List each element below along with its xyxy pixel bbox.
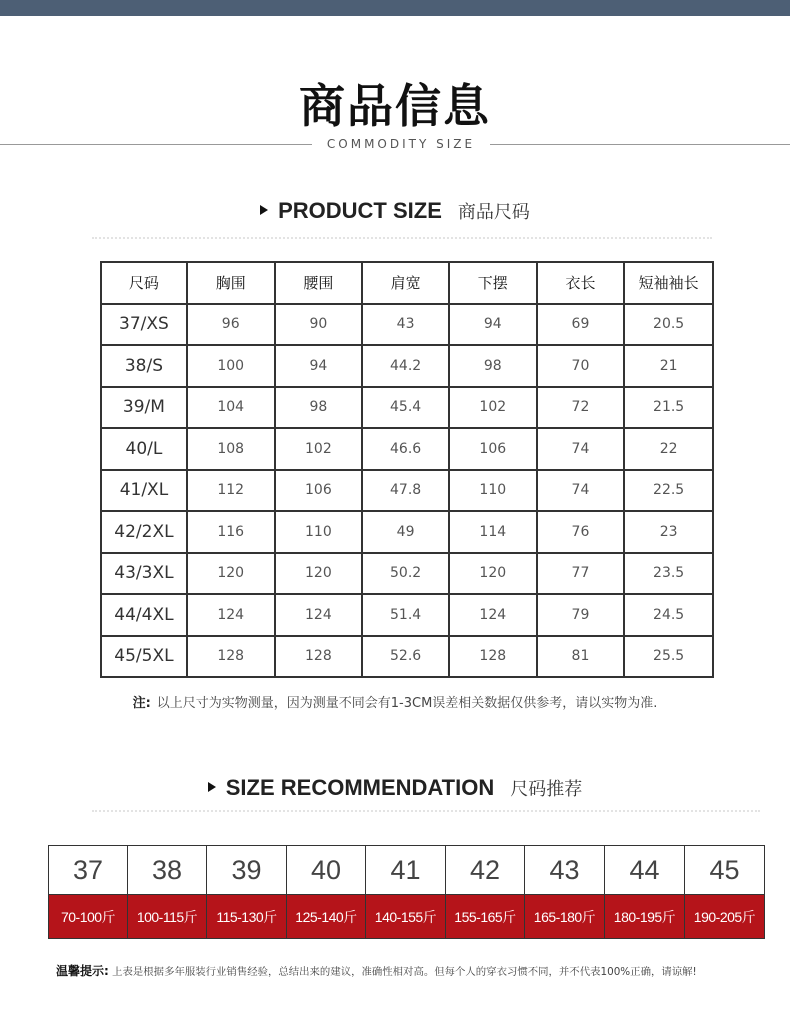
table-row [101,511,713,553]
table-cell: 21 [624,345,713,387]
table-cell: 110 [449,470,537,512]
size-cell: 42 [446,846,525,895]
size-cell: 37 [49,846,128,895]
table-cell: 102 [275,428,363,470]
weight-cell: 125-140斤 [287,895,366,939]
column-header: 短袖袖长 [624,262,713,304]
table-cell: 39/M [101,387,187,429]
table-cell: 124 [449,594,537,636]
triangle-right-icon [208,782,216,792]
dotted-divider [92,810,760,812]
table-row [101,345,713,387]
tip-text: 上表是根据多年服装行业销售经验，总结出来的建议，准确性相对高。但每个人的穿衣习惯不同，并不代表100%正确，请谅解! [112,966,697,978]
size-cell: 40 [287,846,366,895]
weight-cell: 180-195斤 [605,895,685,939]
subtitle-rule-left [0,144,312,145]
table-cell: 45.4 [362,387,449,429]
table-cell: 23 [624,511,713,553]
table-cell: 94 [449,304,537,346]
column-header: 腰围 [275,262,363,304]
table-cell: 47.8 [362,470,449,512]
column-header: 衣长 [537,262,625,304]
size-cell: 44 [605,846,685,895]
table-cell: 128 [187,636,275,678]
table-cell: 102 [449,387,537,429]
size-recommendation-heading [0,774,790,804]
table-cell: 90 [275,304,363,346]
table-cell: 45/5XL [101,636,187,678]
column-header: 尺码 [101,262,187,304]
weight-cell: 115-130斤 [207,895,287,939]
measurement-note [0,695,790,713]
top-bar [0,0,790,16]
table-cell: 69 [537,304,625,346]
product-size-heading-en: PRODUCT SIZE [278,198,442,223]
table-row [101,594,713,636]
table-cell: 41/XL [101,470,187,512]
table-cell: 104 [187,387,275,429]
table-cell: 22.5 [624,470,713,512]
size-recommendation-table [48,845,765,939]
size-recommendation-heading-cn: 尺码推荐 [510,779,583,800]
friendly-tip [56,963,776,980]
table-row [101,636,713,678]
table-cell: 98 [275,387,363,429]
table-cell: 50.2 [362,553,449,595]
product-size-heading [0,197,790,227]
table-cell: 43 [362,304,449,346]
table-cell: 96 [187,304,275,346]
table-cell: 76 [537,511,625,553]
table-cell: 72 [537,387,625,429]
product-size-heading-cn: 商品尺码 [457,202,530,223]
table-cell: 42/2XL [101,511,187,553]
table-cell: 40/L [101,428,187,470]
table-cell: 108 [187,428,275,470]
table-cell: 38/S [101,345,187,387]
table-cell: 44.2 [362,345,449,387]
table-cell: 70 [537,345,625,387]
note-label: 注: [132,696,151,711]
table-cell: 37/XS [101,304,187,346]
table-cell: 81 [537,636,625,678]
product-size-table [100,261,714,678]
table-cell: 49 [362,511,449,553]
table-cell: 110 [275,511,363,553]
size-cell: 38 [128,846,207,895]
table-cell: 79 [537,594,625,636]
page-subtitle: COMMODITY SIZE [326,137,476,151]
table-cell: 106 [449,428,537,470]
table-row [101,428,713,470]
table-cell: 52.6 [362,636,449,678]
recommendation-weight-row [49,895,765,939]
table-cell: 46.6 [362,428,449,470]
table-cell: 74 [537,470,625,512]
table-cell: 43/3XL [101,553,187,595]
table-cell: 120 [187,553,275,595]
page-title: 商品信息 [299,79,491,133]
table-row [101,470,713,512]
weight-cell: 190-205斤 [685,895,765,939]
table-cell: 44/4XL [101,594,187,636]
table-cell: 128 [275,636,363,678]
weight-cell: 165-180斤 [525,895,605,939]
table-cell: 98 [449,345,537,387]
triangle-right-icon [260,205,268,215]
recommendation-size-row [49,846,765,895]
size-cell: 43 [525,846,605,895]
table-cell: 51.4 [362,594,449,636]
note-text: 以上尺寸为实物测量，因为测量不同会有1-3CM误差相关数据仅供参考，请以实物为准. [156,696,658,711]
table-cell: 116 [187,511,275,553]
table-row [101,387,713,429]
table-cell: 94 [275,345,363,387]
weight-cell: 155-165斤 [446,895,525,939]
table-row [101,553,713,595]
size-cell: 39 [207,846,287,895]
weight-cell: 100-115斤 [128,895,207,939]
size-cell: 41 [366,846,446,895]
table-cell: 22 [624,428,713,470]
weight-cell: 70-100斤 [49,895,128,939]
column-header: 下摆 [449,262,537,304]
table-cell: 21.5 [624,387,713,429]
table-cell: 25.5 [624,636,713,678]
table-cell: 128 [449,636,537,678]
tip-label: 温馨提示: [56,964,109,978]
table-cell: 124 [275,594,363,636]
subtitle-rule-right [490,144,790,145]
table-cell: 124 [187,594,275,636]
dotted-divider [92,237,712,239]
table-cell: 100 [187,345,275,387]
table-cell: 106 [275,470,363,512]
weight-cell: 140-155斤 [366,895,446,939]
table-row [101,304,713,346]
table-cell: 120 [275,553,363,595]
column-header: 肩宽 [362,262,449,304]
table-cell: 120 [449,553,537,595]
table-cell: 114 [449,511,537,553]
size-recommendation-heading-en: SIZE RECOMMENDATION [225,775,495,800]
table-cell: 24.5 [624,594,713,636]
table-cell: 74 [537,428,625,470]
table-cell: 20.5 [624,304,713,346]
table-cell: 23.5 [624,553,713,595]
column-header: 胸围 [187,262,275,304]
table-cell: 77 [537,553,625,595]
table-cell: 112 [187,470,275,512]
table-header-row [101,262,713,304]
size-cell: 45 [685,846,765,895]
